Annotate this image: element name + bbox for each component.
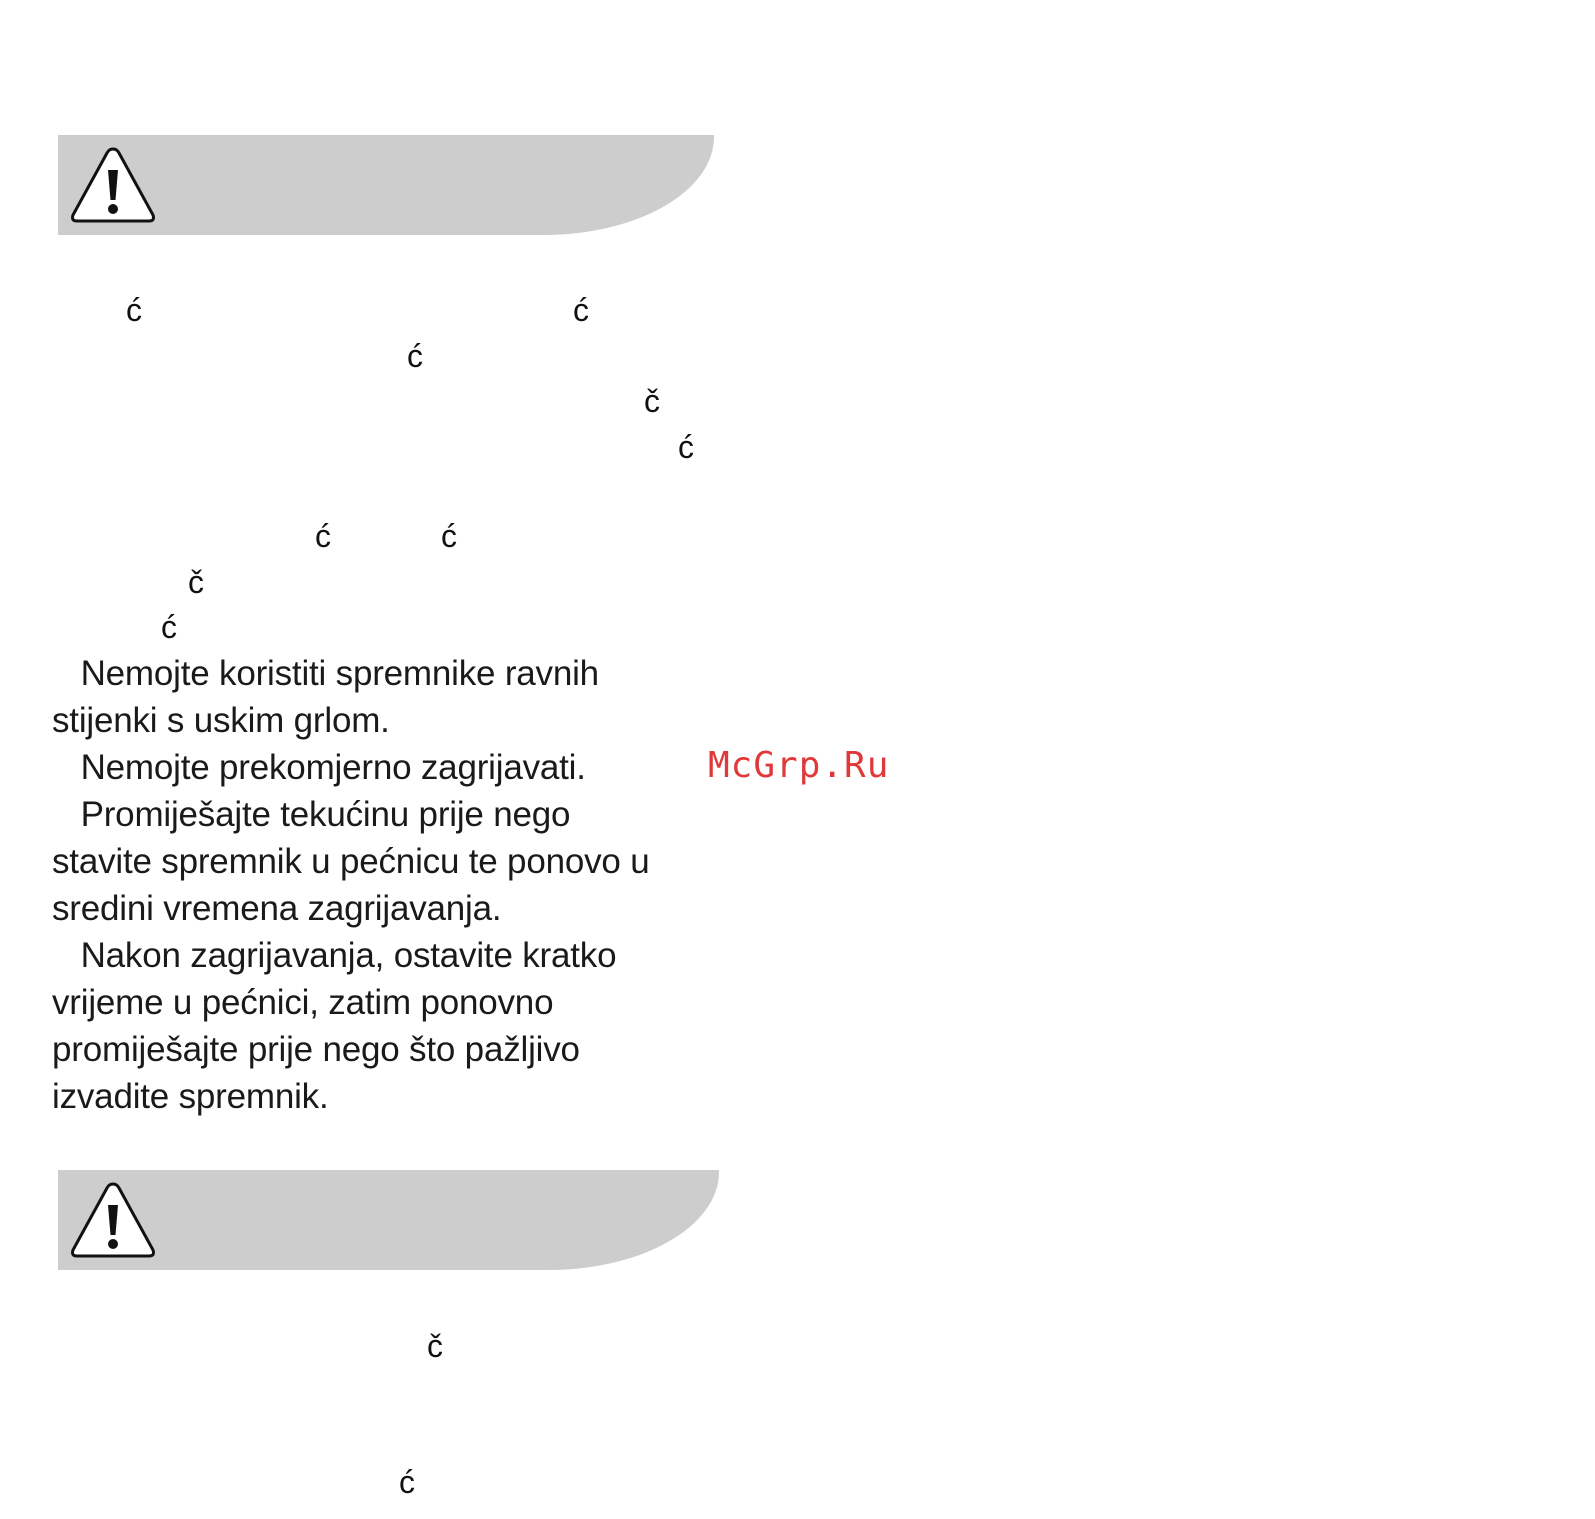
text-line: promiješajte prije nego što pažljivo (52, 1030, 580, 1069)
paragraph (52, 744, 752, 791)
glyph: ć (126, 292, 142, 328)
text-line: Nemojte koristiti spremnike ravnih (52, 654, 599, 693)
paragraph (52, 791, 752, 932)
glyph: ć (407, 338, 423, 374)
glyph: ć (678, 429, 694, 465)
glyph: ć (161, 609, 177, 645)
warning-triangle-icon (68, 1178, 158, 1262)
paragraph (52, 932, 752, 1120)
text-line: sredini vremena zagrijavanja. (52, 889, 502, 928)
glyph: č (427, 1328, 443, 1364)
text-line: vrijeme u pećnici, zatim ponovno (52, 983, 554, 1022)
glyph: ć (573, 292, 589, 328)
watermark-text: McGrp.Ru (708, 745, 890, 786)
text-line: stijenki s uskim grlom. (52, 701, 390, 740)
glyph: č (188, 564, 204, 600)
glyph: č (644, 383, 660, 419)
text-line: Nakon zagrijavanja, ostavite kratko (52, 936, 617, 975)
text-line: izvadite spremnik. (52, 1077, 329, 1116)
warning-banner-top (58, 135, 714, 235)
warning-banner-bottom (58, 1170, 719, 1270)
glyph: ć (441, 518, 457, 554)
text-line: Nemojte prekomjerno zagrijavati. (52, 748, 586, 787)
paragraph (52, 650, 752, 744)
text-line: stavite spremnik u pećnicu te ponovo u (52, 842, 650, 881)
text-line: Promiješajte tekućinu prije nego (52, 795, 571, 834)
glyph: ć (399, 1464, 415, 1500)
glyph: ć (315, 518, 331, 554)
warning-triangle-icon (68, 143, 158, 227)
